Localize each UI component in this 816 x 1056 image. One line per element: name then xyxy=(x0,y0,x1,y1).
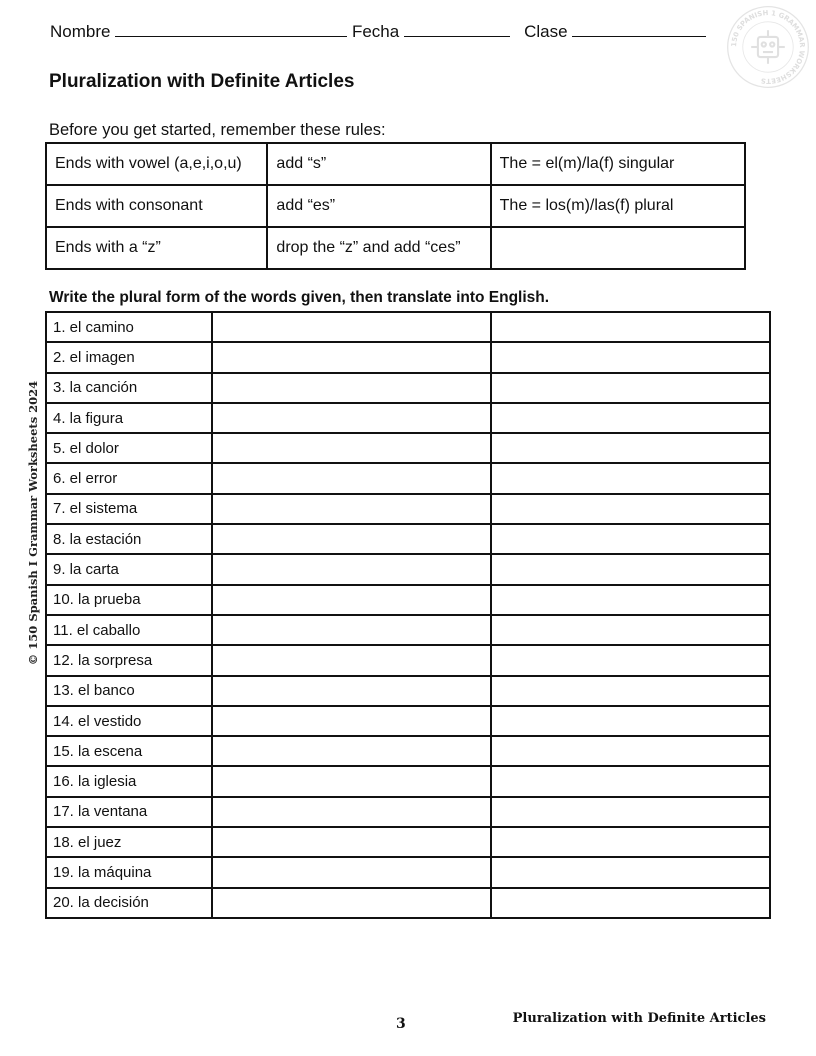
word-prompt: 14. el vestido xyxy=(46,706,212,736)
footer-title: Pluralization with Definite Articles xyxy=(512,1011,766,1026)
page-title: Pluralization with Definite Articles xyxy=(49,71,355,92)
translation-answer-cell[interactable] xyxy=(491,706,770,736)
nombre-label: Nombre xyxy=(50,22,111,41)
rule-row xyxy=(46,227,745,269)
student-info-header xyxy=(50,22,706,42)
rule-cell: Ends with a “z” xyxy=(46,227,267,269)
plural-answer-cell[interactable] xyxy=(212,857,491,887)
translation-answer-cell[interactable] xyxy=(491,797,770,827)
word-prompt: 16. la iglesia xyxy=(46,766,212,796)
word-row xyxy=(46,888,770,918)
word-prompt: 17. la ventana xyxy=(46,797,212,827)
translation-answer-cell[interactable] xyxy=(491,524,770,554)
word-prompt: 5. el dolor xyxy=(46,433,212,463)
translation-answer-cell[interactable] xyxy=(491,342,770,372)
word-prompt: 9. la carta xyxy=(46,554,212,584)
word-prompt: 4. la figura xyxy=(46,403,212,433)
translation-answer-cell[interactable] xyxy=(491,645,770,675)
plural-answer-cell[interactable] xyxy=(212,736,491,766)
plural-answer-cell[interactable] xyxy=(212,342,491,372)
rule-cell: Ends with vowel (a,e,i,o,u) xyxy=(46,143,267,185)
word-row xyxy=(46,585,770,615)
svg-text:150 SPANISH 1 GRAMMAR WORKSHEE: 150 SPANISH 1 GRAMMAR WORKSHEETS xyxy=(730,8,807,85)
plural-answer-cell[interactable] xyxy=(212,888,491,918)
translation-answer-cell[interactable] xyxy=(491,585,770,615)
rule-row xyxy=(46,185,745,227)
translation-answer-cell[interactable] xyxy=(491,857,770,887)
rule-cell: add “es” xyxy=(267,185,490,227)
rule-cell: The = los(m)/las(f) plural xyxy=(491,185,745,227)
rule-cell: drop the “z” and add “ces” xyxy=(267,227,490,269)
translation-answer-cell[interactable] xyxy=(491,827,770,857)
word-row xyxy=(46,403,770,433)
word-prompt: 2. el imagen xyxy=(46,342,212,372)
word-row xyxy=(46,524,770,554)
rule-cell: add “s” xyxy=(267,143,490,185)
plural-answer-cell[interactable] xyxy=(212,706,491,736)
translation-answer-cell[interactable] xyxy=(491,403,770,433)
word-row xyxy=(46,554,770,584)
nombre-field[interactable] xyxy=(115,22,347,37)
clase-label: Clase xyxy=(524,22,568,41)
word-row xyxy=(46,373,770,403)
instructions: Write the plural form of the words given, then translate into English. xyxy=(49,289,550,306)
translation-answer-cell[interactable] xyxy=(491,615,770,645)
word-row xyxy=(46,645,770,675)
word-prompt: 11. el caballo xyxy=(46,615,212,645)
rules-intro: Before you get started, remember these rules: xyxy=(49,121,386,139)
word-row xyxy=(46,312,770,342)
plural-answer-cell[interactable] xyxy=(212,645,491,675)
plural-answer-cell[interactable] xyxy=(212,403,491,433)
plural-answer-cell[interactable] xyxy=(212,554,491,584)
rule-cell: The = el(m)/la(f) singular xyxy=(491,143,745,185)
plural-answer-cell[interactable] xyxy=(212,494,491,524)
translation-answer-cell[interactable] xyxy=(491,554,770,584)
fecha-label: Fecha xyxy=(351,22,400,41)
rules-table xyxy=(45,142,746,270)
rule-row xyxy=(46,143,745,185)
word-row xyxy=(46,827,770,857)
plural-answer-cell[interactable] xyxy=(212,797,491,827)
word-row xyxy=(46,463,770,493)
translation-answer-cell[interactable] xyxy=(491,433,770,463)
plural-answer-cell[interactable] xyxy=(212,312,491,342)
plural-answer-cell[interactable] xyxy=(212,433,491,463)
translation-answer-cell[interactable] xyxy=(491,463,770,493)
plural-answer-cell[interactable] xyxy=(212,463,491,493)
word-row xyxy=(46,433,770,463)
word-prompt: 15. la escena xyxy=(46,736,212,766)
word-prompt: 10. la prueba xyxy=(46,585,212,615)
fecha-field[interactable] xyxy=(404,22,510,37)
clase-field[interactable] xyxy=(572,22,706,37)
word-prompt: 6. el error xyxy=(46,463,212,493)
copyright-sidebar: © 150 Spanish I Grammar Worksheets 2024 xyxy=(26,380,40,666)
rule-cell xyxy=(491,227,745,269)
translation-answer-cell[interactable] xyxy=(491,373,770,403)
translation-answer-cell[interactable] xyxy=(491,736,770,766)
plural-answer-cell[interactable] xyxy=(212,615,491,645)
plural-answer-cell[interactable] xyxy=(212,373,491,403)
word-row xyxy=(46,342,770,372)
word-prompt: 20. la decisión xyxy=(46,888,212,918)
word-prompt: 18. el juez xyxy=(46,827,212,857)
word-row xyxy=(46,676,770,706)
word-row xyxy=(46,494,770,524)
translation-answer-cell[interactable] xyxy=(491,494,770,524)
aztec-face-icon xyxy=(751,30,785,64)
page-number: 3 xyxy=(396,1016,406,1032)
word-row xyxy=(46,857,770,887)
word-prompt: 12. la sorpresa xyxy=(46,645,212,675)
word-row xyxy=(46,706,770,736)
word-row xyxy=(46,797,770,827)
plural-answer-cell[interactable] xyxy=(212,827,491,857)
word-prompt: 1. el camino xyxy=(46,312,212,342)
word-prompt: 7. el sistema xyxy=(46,494,212,524)
word-row xyxy=(46,736,770,766)
watermark-seal xyxy=(726,5,810,89)
word-row xyxy=(46,615,770,645)
plural-words-table xyxy=(45,311,771,919)
translation-answer-cell[interactable] xyxy=(491,766,770,796)
translation-answer-cell[interactable] xyxy=(491,676,770,706)
plural-answer-cell[interactable] xyxy=(212,524,491,554)
word-prompt: 13. el banco xyxy=(46,676,212,706)
translation-answer-cell[interactable] xyxy=(491,312,770,342)
translation-answer-cell[interactable] xyxy=(491,888,770,918)
word-row xyxy=(46,766,770,796)
word-prompt: 19. la máquina xyxy=(46,857,212,887)
rule-cell: Ends with consonant xyxy=(46,185,267,227)
word-prompt: 8. la estación xyxy=(46,524,212,554)
plural-answer-cell[interactable] xyxy=(212,766,491,796)
word-prompt: 3. la canción xyxy=(46,373,212,403)
plural-answer-cell[interactable] xyxy=(212,676,491,706)
plural-answer-cell[interactable] xyxy=(212,585,491,615)
